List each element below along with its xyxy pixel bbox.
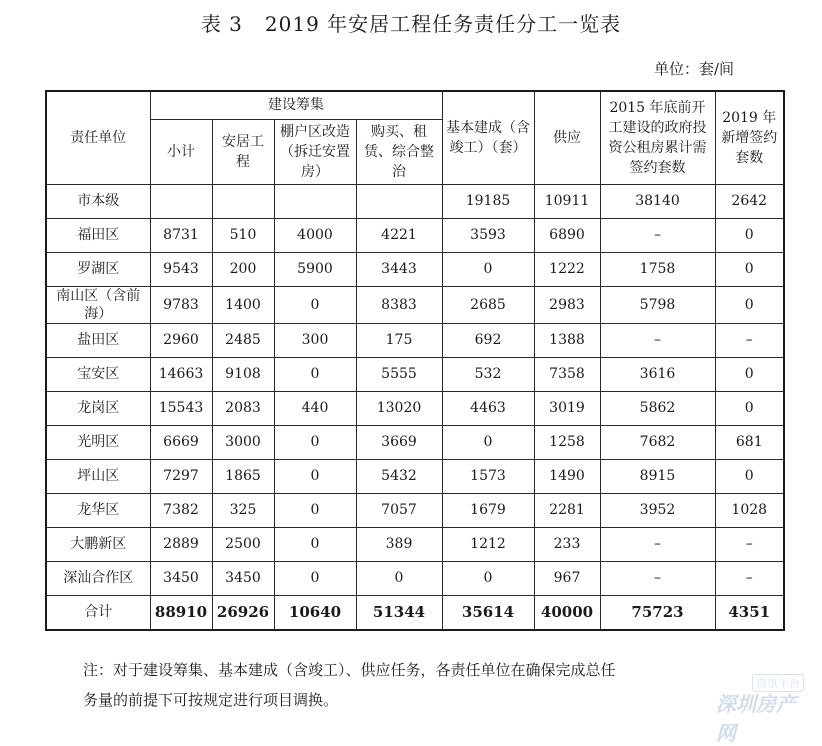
table-row	[46, 184, 784, 218]
cell-purchase-rent	[356, 184, 442, 218]
cell-purchase-rent: 175	[356, 323, 442, 357]
cell-subtotal: 15543	[150, 391, 212, 425]
header-supply: 供应	[534, 91, 600, 184]
total-cell-supply: 40000	[534, 595, 600, 630]
cell-basic-construction: 0	[442, 561, 534, 595]
cell-unit: 龙华区	[46, 493, 150, 527]
cell-unit: 福田区	[46, 218, 150, 252]
cell-signed-2015: 38140	[600, 184, 715, 218]
cell-supply: 1388	[534, 323, 600, 357]
total-cell-housing-project: 26926	[212, 595, 274, 630]
table-row	[46, 425, 784, 459]
cell-signed-2019: –	[715, 527, 784, 561]
cell-signed-2019: –	[715, 561, 784, 595]
cell-shantytown: 0	[274, 561, 356, 595]
cell-shantytown: 0	[274, 527, 356, 561]
cell-housing-project: 325	[212, 493, 274, 527]
cell-subtotal: 8731	[150, 218, 212, 252]
cell-unit: 光明区	[46, 425, 150, 459]
cell-signed-2015: –	[600, 323, 715, 357]
cell-signed-2019: 0	[715, 459, 784, 493]
cell-unit: 市本级	[46, 184, 150, 218]
cell-signed-2019: 681	[715, 425, 784, 459]
cell-basic-construction: 2685	[442, 286, 534, 323]
cell-signed-2019: 1028	[715, 493, 784, 527]
cell-housing-project: 200	[212, 252, 274, 286]
cell-purchase-rent: 8383	[356, 286, 442, 323]
cell-unit: 深汕合作区	[46, 561, 150, 595]
cell-housing-project: 3000	[212, 425, 274, 459]
cell-signed-2019: 0	[715, 391, 784, 425]
table-row	[46, 527, 784, 561]
table-total-row	[46, 595, 784, 630]
cell-subtotal: 7297	[150, 459, 212, 493]
cell-housing-project: 2500	[212, 527, 274, 561]
cell-supply: 967	[534, 561, 600, 595]
table-row	[46, 252, 784, 286]
cell-purchase-rent: 7057	[356, 493, 442, 527]
total-cell-basic-construction: 35614	[442, 595, 534, 630]
table-body	[46, 184, 784, 630]
cell-purchase-rent: 3443	[356, 252, 442, 286]
cell-unit: 宝安区	[46, 357, 150, 391]
cell-signed-2019: 0	[715, 286, 784, 323]
header-funding-group: 建设筹集	[150, 91, 442, 119]
total-cell-shantytown: 10640	[274, 595, 356, 630]
cell-supply: 10911	[534, 184, 600, 218]
table-row	[46, 218, 784, 252]
cell-supply: 2281	[534, 493, 600, 527]
cell-supply: 1490	[534, 459, 600, 493]
footnote	[83, 655, 763, 715]
cell-basic-construction: 1212	[442, 527, 534, 561]
cell-subtotal: 3450	[150, 561, 212, 595]
table-row	[46, 286, 784, 323]
cell-shantytown: 0	[274, 357, 356, 391]
total-cell-signed-2019: 4351	[715, 595, 784, 630]
cell-subtotal: 7382	[150, 493, 212, 527]
cell-signed-2015: –	[600, 527, 715, 561]
footnote-line-2: 务量的前提下可按规定进行项目调换。	[83, 691, 339, 709]
cell-housing-project: 2485	[212, 323, 274, 357]
table-number: 表 3	[200, 12, 243, 36]
cell-housing-project: 9108	[212, 357, 274, 391]
cell-supply: 233	[534, 527, 600, 561]
cell-subtotal	[150, 184, 212, 218]
page-title	[0, 8, 822, 37]
cell-housing-project: 1400	[212, 286, 274, 323]
cell-purchase-rent: 13020	[356, 391, 442, 425]
table-row	[46, 493, 784, 527]
cell-signed-2019: 0	[715, 218, 784, 252]
cell-purchase-rent: 5432	[356, 459, 442, 493]
cell-signed-2015: 1758	[600, 252, 715, 286]
cell-subtotal: 2960	[150, 323, 212, 357]
housing-task-table	[45, 90, 785, 631]
table-title: 2019 年安居工程任务责任分工一览表	[264, 12, 622, 36]
cell-signed-2019: 2642	[715, 184, 784, 218]
header-shantytown: 棚户区改造（拆迁安置房）	[274, 119, 356, 184]
cell-shantytown: 0	[274, 493, 356, 527]
cell-supply: 7358	[534, 357, 600, 391]
cell-basic-construction: 1679	[442, 493, 534, 527]
cell-signed-2019: 0	[715, 252, 784, 286]
cell-unit: 南山区（含前海）	[46, 286, 150, 323]
cell-purchase-rent: 389	[356, 527, 442, 561]
cell-signed-2015: 5798	[600, 286, 715, 323]
cell-shantytown	[274, 184, 356, 218]
cell-basic-construction: 3593	[442, 218, 534, 252]
header-purchase-rent: 购买、租赁、综合整治	[356, 119, 442, 184]
cell-signed-2019: –	[715, 323, 784, 357]
cell-subtotal: 2889	[150, 527, 212, 561]
header-responsible-unit: 责任单位	[46, 91, 150, 184]
footnote-line-1: 注：对于建设筹集、基本建成（含竣工）、供应任务，各责任单位在确保完成总任	[83, 661, 616, 679]
cell-signed-2015: 3952	[600, 493, 715, 527]
cell-subtotal: 14663	[150, 357, 212, 391]
cell-signed-2015: 5862	[600, 391, 715, 425]
cell-housing-project: 2083	[212, 391, 274, 425]
table-row	[46, 357, 784, 391]
header-signed-2015: 2015 年底前开工建设的政府投资公租房累计需签约套数	[600, 91, 715, 184]
table-row	[46, 459, 784, 493]
cell-basic-construction: 1573	[442, 459, 534, 493]
cell-purchase-rent: 5555	[356, 357, 442, 391]
cell-basic-construction: 532	[442, 357, 534, 391]
header-signed-2019: 2019 年新增签约套数	[715, 91, 784, 184]
cell-supply: 2983	[534, 286, 600, 323]
total-cell-purchase-rent: 51344	[356, 595, 442, 630]
cell-signed-2015: 8915	[600, 459, 715, 493]
cell-unit: 罗湖区	[46, 252, 150, 286]
total-cell-signed-2015: 75723	[600, 595, 715, 630]
cell-subtotal: 9543	[150, 252, 212, 286]
cell-housing-project: 1865	[212, 459, 274, 493]
cell-shantytown: 0	[274, 459, 356, 493]
table-row	[46, 561, 784, 595]
cell-shantytown: 440	[274, 391, 356, 425]
cell-basic-construction: 692	[442, 323, 534, 357]
cell-supply: 1222	[534, 252, 600, 286]
watermark-tag: 资讯平台	[752, 674, 804, 692]
cell-signed-2015: –	[600, 218, 715, 252]
total-cell-unit: 合计	[46, 595, 150, 630]
cell-unit: 盐田区	[46, 323, 150, 357]
cell-supply: 3019	[534, 391, 600, 425]
cell-signed-2015: –	[600, 561, 715, 595]
cell-basic-construction: 4463	[442, 391, 534, 425]
header-housing-project: 安居工程	[212, 119, 274, 184]
cell-signed-2019: 0	[715, 357, 784, 391]
cell-unit: 龙岗区	[46, 391, 150, 425]
cell-basic-construction: 0	[442, 425, 534, 459]
unit-label: 单位：套/间	[653, 60, 734, 78]
cell-unit: 大鹏新区	[46, 527, 150, 561]
cell-housing-project: 510	[212, 218, 274, 252]
cell-subtotal: 9783	[150, 286, 212, 323]
cell-subtotal: 6669	[150, 425, 212, 459]
watermark-logo	[716, 674, 808, 745]
cell-shantytown: 0	[274, 286, 356, 323]
cell-shantytown: 4000	[274, 218, 356, 252]
cell-basic-construction: 19185	[442, 184, 534, 218]
cell-signed-2015: 3616	[600, 357, 715, 391]
watermark-text: 深圳房产网	[716, 692, 796, 745]
total-cell-subtotal: 88910	[150, 595, 212, 630]
cell-shantytown: 300	[274, 323, 356, 357]
cell-purchase-rent: 0	[356, 561, 442, 595]
cell-unit: 坪山区	[46, 459, 150, 493]
cell-signed-2015: 7682	[600, 425, 715, 459]
header-basic-construction: 基本建成（含竣工）（套）	[442, 91, 534, 184]
header-subtotal: 小计	[150, 119, 212, 184]
cell-purchase-rent: 4221	[356, 218, 442, 252]
table-row	[46, 391, 784, 425]
cell-shantytown: 5900	[274, 252, 356, 286]
cell-shantytown: 0	[274, 425, 356, 459]
cell-basic-construction: 0	[442, 252, 534, 286]
cell-housing-project	[212, 184, 274, 218]
cell-supply: 6890	[534, 218, 600, 252]
table-row	[46, 323, 784, 357]
cell-purchase-rent: 3669	[356, 425, 442, 459]
cell-supply: 1258	[534, 425, 600, 459]
cell-housing-project: 3450	[212, 561, 274, 595]
